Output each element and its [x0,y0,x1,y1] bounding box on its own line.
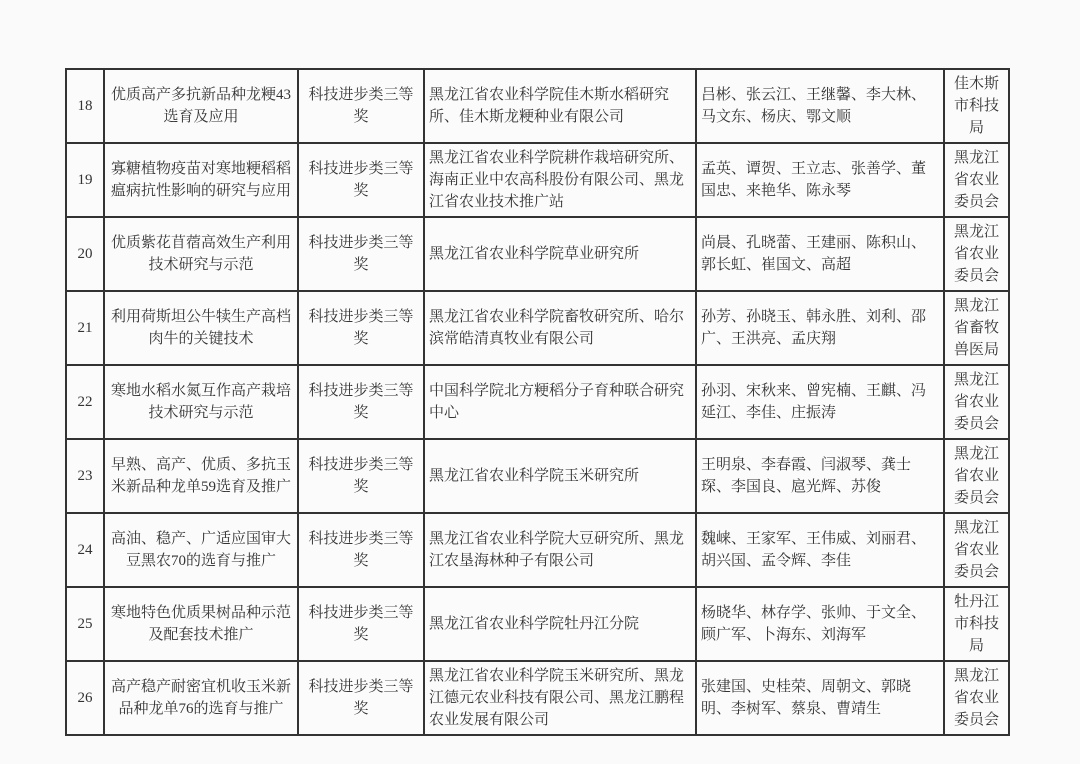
table-row [66,143,1009,217]
cell-row-number: 21 [66,291,104,365]
cell-people: 杨晓华、林存学、张帅、于文全、顾广军、卜海东、刘海军 [696,587,944,661]
cell-people: 孟英、谭贺、王立志、张善学、董国忠、来艳华、陈永琴 [696,143,944,217]
cell-recommending-unit: 牡丹江市科技局 [944,587,1009,661]
cell-recommending-unit: 黑龙江省农业委员会 [944,365,1009,439]
cell-project-title: 高产稳产耐密宜机收玉米新品种龙单76的选育与推广 [104,661,298,735]
cell-row-number: 22 [66,365,104,439]
cell-organizations: 黑龙江省农业科学院草业研究所 [424,217,696,291]
cell-project-title: 利用荷斯坦公牛犊生产高档肉牛的关键技术 [104,291,298,365]
table-row [66,661,1009,735]
cell-people: 王明泉、李春霞、闫淑琴、龚士琛、李国良、扈光辉、苏俊 [696,439,944,513]
cell-award-category: 科技进步类三等奖 [298,69,424,143]
cell-recommending-unit: 黑龙江省农业委员会 [944,513,1009,587]
cell-row-number: 23 [66,439,104,513]
table-row [66,513,1009,587]
cell-recommending-unit: 黑龙江省农业委员会 [944,661,1009,735]
cell-award-category: 科技进步类三等奖 [298,587,424,661]
cell-row-number: 18 [66,69,104,143]
cell-organizations: 黑龙江省农业科学院佳木斯水稻研究所、佳木斯龙粳种业有限公司 [424,69,696,143]
cell-recommending-unit: 黑龙江省畜牧兽医局 [944,291,1009,365]
cell-people: 孙芳、孙晓玉、韩永胜、刘利、邵广、王洪亮、孟庆翔 [696,291,944,365]
cell-row-number: 25 [66,587,104,661]
cell-organizations: 中国科学院北方粳稻分子育种联合研究中心 [424,365,696,439]
table-row [66,365,1009,439]
cell-row-number: 19 [66,143,104,217]
cell-organizations: 黑龙江省农业科学院畜牧研究所、哈尔滨常皓清真牧业有限公司 [424,291,696,365]
table-row [66,69,1009,143]
cell-project-title: 优质紫花苜蓿高效生产利用技术研究与示范 [104,217,298,291]
cell-people: 张建国、史桂荣、周朝文、郭晓明、李树军、蔡泉、曹靖生 [696,661,944,735]
cell-organizations: 黑龙江省农业科学院牡丹江分院 [424,587,696,661]
cell-project-title: 高油、稳产、广适应国审大豆黑农70的选育与推广 [104,513,298,587]
cell-row-number: 26 [66,661,104,735]
cell-organizations: 黑龙江省农业科学院大豆研究所、黑龙江农垦海林种子有限公司 [424,513,696,587]
awards-table [65,68,1010,736]
cell-project-title: 寒地水稻水氮互作高产栽培技术研究与示范 [104,365,298,439]
cell-people: 吕彬、张云江、王继馨、李大林、马文东、杨庆、鄂文顺 [696,69,944,143]
table-row [66,587,1009,661]
cell-row-number: 20 [66,217,104,291]
cell-project-title: 寡糖植物疫苗对寒地粳稻稻瘟病抗性影响的研究与应用 [104,143,298,217]
cell-award-category: 科技进步类三等奖 [298,661,424,735]
table-row [66,439,1009,513]
cell-recommending-unit: 黑龙江省农业委员会 [944,217,1009,291]
cell-project-title: 寒地特色优质果树品种示范及配套技术推广 [104,587,298,661]
cell-recommending-unit: 佳木斯市科技局 [944,69,1009,143]
cell-project-title: 早熟、高产、优质、多抗玉米新品种龙单59选育及推广 [104,439,298,513]
cell-award-category: 科技进步类三等奖 [298,143,424,217]
cell-recommending-unit: 黑龙江省农业委员会 [944,439,1009,513]
cell-award-category: 科技进步类三等奖 [298,513,424,587]
cell-organizations: 黑龙江省农业科学院耕作栽培研究所、海南正业中农高科股份有限公司、黑龙江省农业技术推广站 [424,143,696,217]
cell-award-category: 科技进步类三等奖 [298,217,424,291]
cell-people: 孙羽、宋秋来、曾宪楠、王麒、冯延江、李佳、庄振涛 [696,365,944,439]
cell-recommending-unit: 黑龙江省农业委员会 [944,143,1009,217]
cell-award-category: 科技进步类三等奖 [298,291,424,365]
table-row [66,217,1009,291]
cell-people: 尚晨、孔晓蕾、王建丽、陈积山、郭长虹、崔国文、高超 [696,217,944,291]
cell-award-category: 科技进步类三等奖 [298,439,424,513]
cell-organizations: 黑龙江省农业科学院玉米研究所、黑龙江德元农业科技有限公司、黑龙江鹏程农业发展有限公司 [424,661,696,735]
cell-award-category: 科技进步类三等奖 [298,365,424,439]
cell-row-number: 24 [66,513,104,587]
cell-project-title: 优质高产多抗新品种龙粳43选育及应用 [104,69,298,143]
cell-people: 魏崃、王家军、王伟威、刘丽君、胡兴国、孟令辉、李佳 [696,513,944,587]
table-row [66,291,1009,365]
cell-organizations: 黑龙江省农业科学院玉米研究所 [424,439,696,513]
